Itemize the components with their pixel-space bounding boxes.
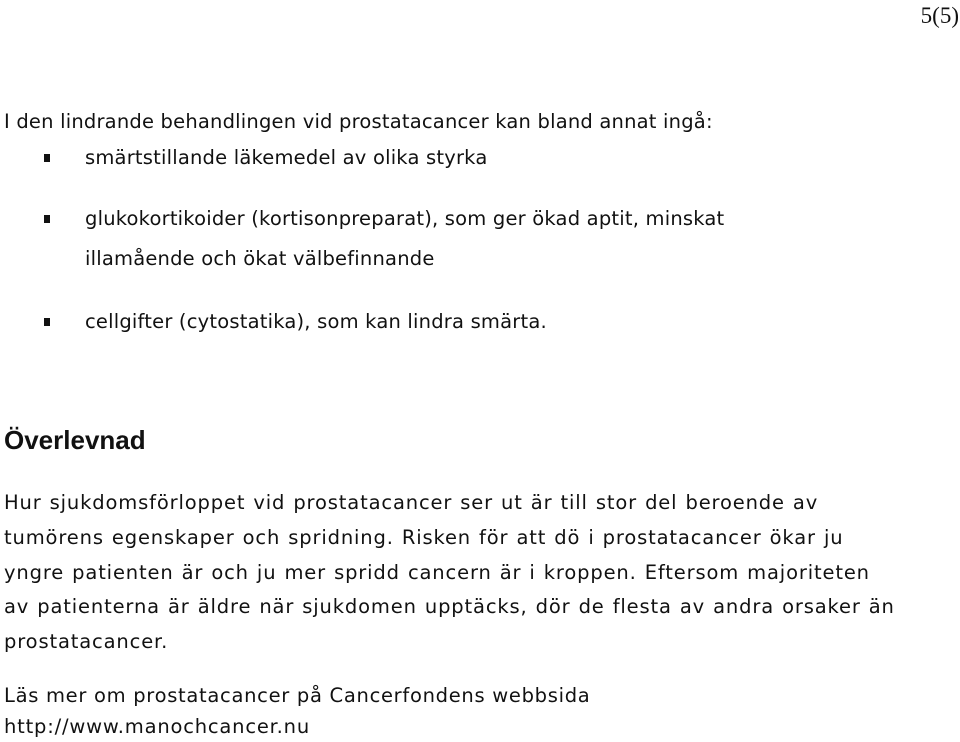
read-more-text: Läs mer om prostatacancer på Cancerfondens webbsida: [4, 684, 591, 707]
list-item-text: cellgifter (cytostatika), som kan lindra smärta.: [85, 310, 547, 333]
square-bullet-icon: [44, 215, 50, 223]
section-heading-survival: Överlevnad: [4, 425, 146, 455]
treatment-intro: I den lindrande behandlingen vid prostatacancer kan bland annat ingå:: [4, 109, 713, 133]
page-number: 5(5): [920, 3, 959, 28]
list-item-text: smärtstillande läkemedel av olika styrka: [85, 146, 488, 169]
website-link[interactable]: http://www.manochcancer.nu: [4, 715, 310, 738]
square-bullet-icon: [44, 154, 50, 162]
survival-paragraph: Hur sjukdomsförloppet vid prostatacancer ser ut är till stor del beroende av tumörens egenskaper och spridning. Risken för att dö i prostatacancer ökar ju yngre patienten är och ju mer spridd cancern är i kroppen. Eftersom majoriteten av patienterna är äldre när sjukdomen upptäcks, dör de flesta av andra orsaker än prostatacancer.: [4, 491, 895, 654]
list-item-text: glukokortikoider (kortisonpreparat), som ger ökad aptit, minskat illamående och ökat välbefinnande: [85, 207, 725, 270]
square-bullet-icon: [44, 318, 50, 326]
